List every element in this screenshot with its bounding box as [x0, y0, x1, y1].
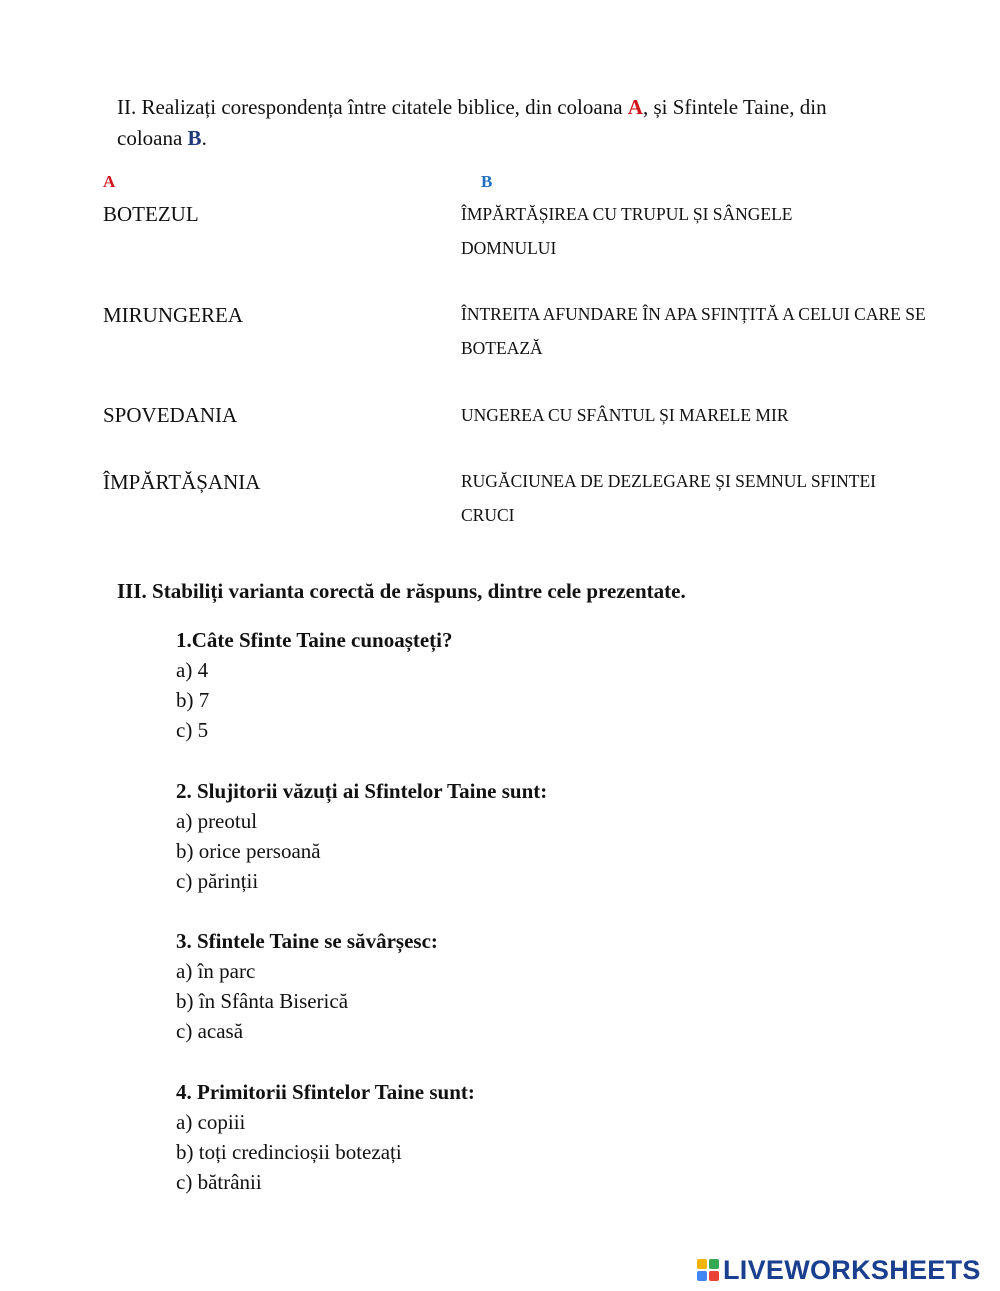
logo-text: LIVEWORKSHEETS — [723, 1254, 981, 1285]
question-4-option-c[interactable]: c) bătrânii — [176, 1170, 262, 1194]
right-item-4[interactable]: RUGĂCIUNEA DE DEZLEGARE ȘI SEMNUL SFINTEI CRUCI — [461, 471, 876, 525]
question-2-option-c[interactable]: c) părinții — [176, 869, 259, 893]
left-item-spovedania[interactable]: SPOVEDANIA — [103, 403, 238, 427]
question-1-option-b[interactable]: b) 7 — [176, 688, 210, 712]
question-4-option-a[interactable]: a) copiii — [176, 1110, 246, 1134]
question-3-option-b[interactable]: b) în Sfânta Biserică — [176, 989, 349, 1013]
column-b-header: B — [481, 172, 493, 191]
logo-blocks-icon — [697, 1259, 719, 1281]
logo-block — [709, 1271, 719, 1281]
instruction-part3: . — [201, 126, 207, 150]
question-1-option-a[interactable]: a) 4 — [176, 658, 209, 682]
right-item-3[interactable]: UNGEREA CU SFÂNTUL ȘI MARELE MIR — [461, 405, 789, 425]
question-2 — [176, 776, 776, 896]
question-2-option-a[interactable]: a) preotul — [176, 809, 258, 833]
question-1-text: 1.Câte Sfinte Taine cunoașteți? — [176, 628, 453, 652]
logo-block — [709, 1259, 719, 1269]
column-a-header: A — [103, 172, 116, 191]
logo-block — [697, 1271, 707, 1281]
instruction-part2: , și Sfintele Taine, din coloana — [117, 95, 827, 150]
question-4 — [176, 1077, 776, 1197]
question-2-text: 2. Slujitorii văzuți ai Sfintelor Taine sunt: — [176, 779, 548, 803]
liveworksheets-logo — [697, 1254, 981, 1286]
right-item-2[interactable]: ÎNTREITA AFUNDARE ÎN APA SFINȚITĂ A CELUI CARE SE BOTEAZĂ — [461, 304, 926, 358]
question-4-text: 4. Primitorii Sfintelor Taine sunt: — [176, 1080, 475, 1104]
left-item-impartasania[interactable]: ÎMPĂRTĂȘANIA — [103, 470, 261, 494]
question-1-option-c[interactable]: c) 5 — [176, 718, 209, 742]
question-4-option-b[interactable]: b) toți credincioșii botezați — [176, 1140, 402, 1164]
column-b-ref: B — [187, 126, 202, 150]
left-item-botezul[interactable]: BOTEZUL — [103, 202, 199, 226]
right-item-1[interactable]: ÎMPĂRTĂȘIREA CU TRUPUL ȘI SÂNGELE DOMNULUI — [461, 204, 793, 258]
question-3-option-c[interactable]: c) acasă — [176, 1019, 244, 1043]
question-2-option-b[interactable]: b) orice persoană — [176, 839, 321, 863]
instruction-part1: II. Realizați corespondența între citatele biblice, din coloana — [117, 95, 628, 119]
logo-block — [697, 1259, 707, 1269]
question-1 — [176, 625, 776, 745]
instruction-text — [117, 92, 877, 154]
question-3-option-a[interactable]: a) în parc — [176, 959, 256, 983]
column-a-ref: A — [627, 95, 643, 119]
question-3-text: 3. Sfintele Taine se săvârșesc: — [176, 929, 438, 953]
question-3 — [176, 926, 776, 1046]
left-item-mirungerea[interactable]: MIRUNGEREA — [103, 303, 243, 327]
section-3-title: III. Stabiliți varianta corectă de răspuns, dintre cele prezentate. — [117, 579, 686, 603]
